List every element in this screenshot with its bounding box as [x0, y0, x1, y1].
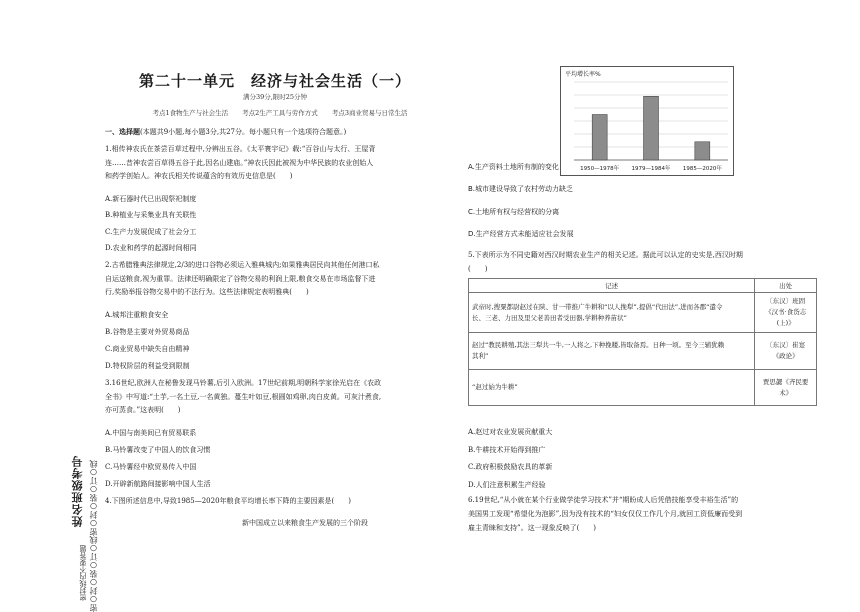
q6-line: 6.19世纪,“从小就在某个行业做学徒学习技术”并“期盼成人后凭借技能享受丰裕生活”的 — [468, 496, 739, 504]
q3-line: 3.16世纪,欧洲人在秘鲁发现马铃薯,后引入欧洲。17世纪前期,明朝科学家徐光启在《农政 — [105, 379, 382, 387]
question-2 — [105, 259, 460, 300]
q5-option-c[interactable]: C.政府积极鼓励农具的革新 — [468, 463, 553, 471]
q2-option-c[interactable]: C.商业贸易中缺失自由精神 — [105, 345, 190, 353]
q2-option-a[interactable]: A.城邦注重粮食安全 — [105, 311, 169, 319]
q5-option-b[interactable]: B.牛耕技术开始得到推广 — [468, 446, 546, 454]
q2-option-b[interactable]: B.谷物是主要对外贸易商品 — [105, 328, 190, 336]
x-tick-label: 1979—1984年 — [631, 166, 671, 172]
binding-seal-line: 密○封○装○订○线密○封○装○订○线 — [89, 460, 98, 612]
chart-ylabel: 平均增长率% — [565, 71, 601, 78]
source-line: (上)》 — [776, 319, 795, 327]
q5-line: 5.下表所示为不同史籍对西汉时期农业生产的相关记述。据此可以认定的史实是,西汉时期 — [468, 251, 743, 259]
source-line: 〔东汉〕班固 — [766, 297, 806, 305]
q1-line: 和药学创始人。神农氏相关传说蕴含的有效历史信息是( ) — [105, 172, 293, 180]
q3-option-c[interactable]: C.马铃薯经中欧贸易传入中国 — [105, 463, 197, 471]
q3-option-b[interactable]: B.马铃薯改变了中国人的饮食习惯 — [105, 446, 211, 454]
record-cell — [469, 293, 755, 333]
point-1: 考点1食物生产与社会生活 — [152, 109, 229, 117]
q1-line: 连……昔神农尝百草得五谷于此,因名山建庙。”神农氏因此被视为中华民族的农业创始人 — [105, 158, 374, 167]
source-cell — [755, 333, 817, 370]
question-5 — [468, 248, 818, 276]
bar — [695, 142, 710, 160]
chart-x-labels — [580, 164, 722, 172]
binding-title: 姓名班级考号 — [71, 455, 84, 527]
q1-option-b[interactable]: B.种植业与采集业具有关联性 — [105, 211, 197, 219]
record-line: “赵过始为牛耕” — [472, 383, 518, 391]
q4-option-a[interactable]: A.生产资料土地所有制的变化 — [468, 163, 559, 171]
x-tick-label: 1950—1978年 — [580, 166, 620, 172]
table-row — [469, 333, 817, 370]
source-cell — [755, 293, 817, 333]
table-header-row — [469, 279, 817, 293]
table-row — [469, 293, 817, 333]
q3-line: 亦可蒸食。”这表明( ) — [105, 406, 181, 414]
section-heading — [105, 127, 455, 137]
binding-strip — [0, 0, 100, 612]
q6-line: 美国男工发现“希望化为泡影”,因为没有技术的“妇女仅仅工作几个月,就回工资低廉而受到 — [468, 510, 743, 518]
record-line: 长、三老、力田及里父老善田者受田器,学耕种养苗状” — [472, 313, 627, 322]
q3-line: 全书》中写道:“土芋,一名土豆,一名黄独。蔓生叶如豆,根圆如鸡卵,肉白皮黄。可灰汁煮食, — [105, 392, 382, 401]
section-note: (本题共9小题,每小题3分,共27分。每小题只有一个选项符合题意。) — [140, 128, 347, 136]
q1-line: 1.相传神农氏在茶尝百草过程中,分辨出五谷。《太平寰宇记》载:“百谷山与太行、王屋背 — [105, 145, 376, 153]
q5-option-d[interactable]: D.人们注意积累生产经验 — [468, 481, 546, 489]
q1-option-c[interactable]: C.生产力发展促成了社会分工 — [105, 228, 197, 236]
score-limit: 满分39分,限时25分钟 — [242, 93, 308, 101]
q1-option-a[interactable]: A.新石器时代已出现祭祀制度 — [105, 195, 197, 203]
section-label: 一、选择题 — [105, 128, 140, 136]
record-cell — [469, 370, 755, 406]
source-line: 术》 — [779, 388, 793, 397]
q5-line: ( ) — [468, 265, 488, 273]
x-tick-label: 1985—2020年 — [682, 166, 722, 172]
source-line: 《汉书·食货志 — [765, 308, 807, 316]
source-line: 〔东汉〕崔寔 — [766, 341, 806, 349]
bar — [644, 96, 659, 160]
record-line: 武帝时,搜粟都尉赵过在陕、甘一带推广牛耕和“以人挽犁”,提倡“代田法”,进而各郡“遣令 — [472, 302, 723, 311]
question-1 — [105, 143, 460, 184]
q4-option-b[interactable]: B.城市建设导致了农村劳动力缺乏 — [468, 185, 574, 193]
question-6 — [468, 493, 818, 535]
q5-option-a[interactable]: A.赵过对农业发展贡献重大 — [468, 428, 553, 436]
source-line: 贾思勰《齐民要 — [762, 377, 809, 386]
source-line: 《政论》 — [772, 352, 799, 360]
q2-line: 2.古希腊雅典法律规定,2/3的进口谷物必须运入雅典城内;如果雅典居民向其他任何港口私 — [105, 261, 380, 269]
q3-option-a[interactable]: A.中国与南美间已有贸易联系 — [105, 429, 197, 437]
point-2: 考点2生产工具与劳作方式 — [242, 109, 318, 117]
chart-bars — [592, 96, 710, 160]
binding-warning: 密封线内不要答题 — [79, 545, 87, 601]
q4-line: 4.下图所述信息中,导致1985—2020年粮食平均增长率下降的主要因素是( ) — [105, 497, 351, 505]
q6-line: 雇主青睐和支持”。这一现象反映了( ) — [468, 524, 597, 532]
source-cell — [755, 370, 817, 406]
q2-line: 行,奖励举报谷物交易中的不法行为。这些法律规定表明雅典( ) — [105, 288, 309, 296]
q2-option-d[interactable]: D.特权阶层的利益受到限制 — [105, 362, 190, 370]
q1-option-d[interactable]: D.农业和药学的起源时间相同 — [105, 244, 197, 252]
chart-caption: 新中国成立以来粮食生产发展的三个阶段 — [242, 519, 368, 527]
bar — [592, 115, 607, 161]
question-3 — [105, 377, 460, 418]
q4-option-c[interactable]: C.土地所有权与经营权的分离 — [468, 208, 560, 216]
q2-line: 自运送粮食,视为重罪。法律还明确限定了谷物交易的利润上限,粮食交易在市场监督下进 — [105, 274, 376, 283]
page-title: 第二十一单元 经济与社会生活（一） — [138, 72, 411, 90]
q4-option-d[interactable]: D.生产经营方式未能适应社会发展 — [468, 230, 574, 238]
growth-rate-bar-chart — [560, 66, 734, 176]
record-cell — [469, 333, 755, 370]
exam-points — [100, 108, 460, 117]
records-table — [468, 278, 817, 406]
record-line: 其利” — [472, 352, 489, 360]
point-3: 考点3商业贸易与日常生活 — [331, 109, 408, 117]
table-header-source: 出处 — [755, 279, 817, 293]
question-4 — [105, 495, 460, 509]
table-header-record: 记述 — [469, 279, 755, 293]
q3-option-d[interactable]: D.开辟新航路间接影响中国人生活 — [105, 480, 211, 488]
table-row — [469, 370, 817, 406]
record-line: 赵过“教民耕殖,其法三犁共一牛,一人将之,下种挽耧,皆取备焉。日种一顷。至今三辅犹赖 — [472, 341, 725, 349]
